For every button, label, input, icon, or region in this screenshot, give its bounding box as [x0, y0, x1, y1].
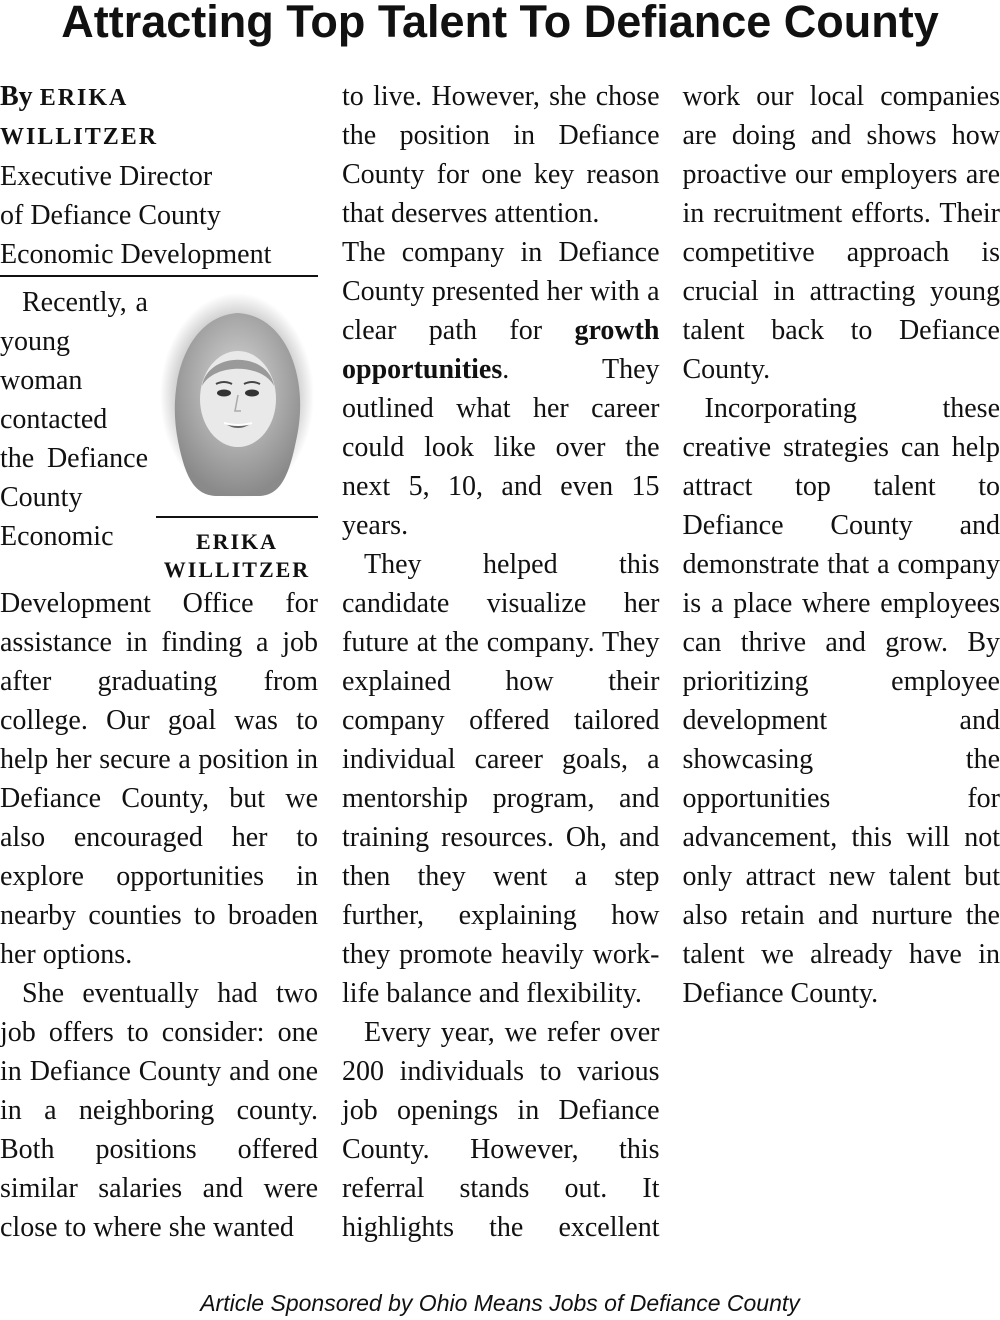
- byline-by: By: [0, 81, 33, 112]
- article-paragraph-4: They helped this candidate visualize her future at the company. They explained how their company offered tailored individual career goals, a mentorship program, and training resources. Oh, and then they went a step further, explaining how they promote heavily work-life balance and flexibility.: [342, 549, 660, 1009]
- photo-caption-line2: WILLITZER: [163, 557, 311, 582]
- article-paragraph-1: Recently, a young woman contacted the Defiance County Economic Development Office for assistance in finding a job after graduating from college. Our goal was to help her secure a position in Defiance County, but we also encouraged her to explore opportunities in nearby counties to broaden her options.: [0, 287, 318, 970]
- article-paragraph-5: Every year, we refer over 200 individuals to various job openings in Defiance County. However, this referral stands out. It highlights the excellent work our local companies are doing and shows how proactive our employers are in recruitment efforts. Their competitive approach is crucial in attracting young talent back to Defiance County.: [342, 81, 1000, 1243]
- byline: [0, 77, 318, 277]
- photo-caption: [156, 516, 318, 584]
- byline-name-first: ERIKA: [39, 85, 129, 111]
- byline-name-last: WILLITZER: [0, 124, 159, 150]
- article-paragraph-6: Incorporating these creative strategies can help attract top talent to Defiance County and demonstrate that a company is a place where employees can thrive and grow. By prioritizing employee development and showcasing the opportunities for advancement, this will not only attract new talent but also retain and nurture the talent we already have in Defiance County.: [682, 393, 1000, 1009]
- article-paragraph-2: She eventually had two job offers to consider: one in Defiance County and one in a neighboring county. Both positions offered similar salaries and were close to where she wanted: [0, 978, 318, 1243]
- byline-title-line2: of Defiance County: [0, 200, 221, 231]
- article-column-1: [0, 77, 318, 1247]
- author-photo: [158, 291, 316, 501]
- byline-title-line3: Economic Development: [0, 239, 272, 270]
- author-photo-box: [156, 291, 318, 584]
- byline-title-line1: Executive Director: [0, 161, 213, 192]
- sponsor-line: Article Sponsored by Ohio Means Jobs of Defiance County: [200, 1290, 800, 1316]
- article-flow: [342, 77, 1000, 1274]
- article-paragraph-3: The company in Defiance County presented her with a clear path for growth opportunities. They outlined what her career could look like over the next 5, 10, and even 15 years.: [342, 237, 660, 541]
- article-paragraph-2-continued: to live. However, she chose the position in Defiance County for one key reason that deserves attention.: [342, 81, 660, 229]
- photo-caption-line1: ERIKA: [195, 529, 279, 554]
- headline: Attracting Top Talent To Defiance County: [61, 0, 939, 47]
